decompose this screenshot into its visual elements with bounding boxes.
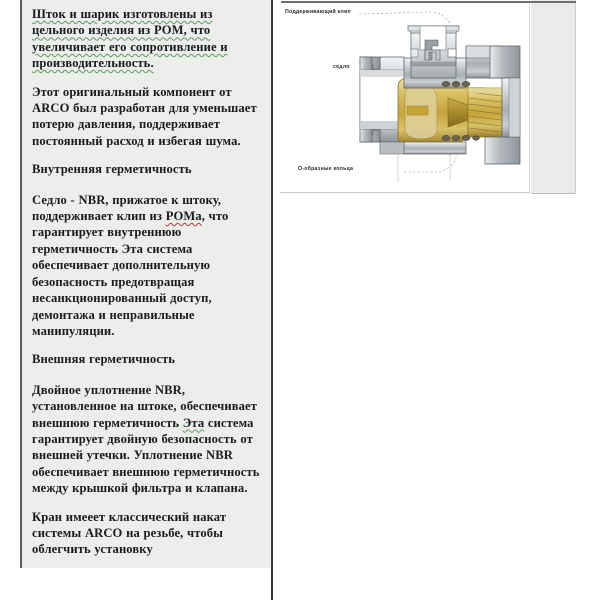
valve-cross-section-illustration	[280, 2, 530, 193]
spellcheck-word: POMа	[165, 209, 202, 224]
paragraph-7	[32, 509, 262, 558]
paragraph-4	[32, 192, 262, 340]
paragraph-6	[32, 382, 262, 497]
paragraph-4-text: Седло - NBR, прижатое к штоку, поддерживает клип из POMа, что гарантирует внутреннюю герметичность Эта система обеспечивает дополнительную безопасность предотвращая несанкционированный доступ, демонтажа и неправильные манипуляции.	[32, 192, 229, 338]
diagram-side-block	[531, 0, 576, 194]
column-divider	[271, 0, 273, 600]
oring-groove-right	[448, 49, 456, 57]
oring-groove-left	[411, 49, 418, 57]
paragraph-2-text: Этот оригинальный компонент от ARCO был разработан для уменьшает потерю давления, поддерживает постоянный расход и избегая шума.	[32, 84, 257, 148]
text-column	[20, 0, 272, 568]
spellcheck-word: Эта	[182, 415, 205, 430]
stem-cap-assembly	[404, 26, 466, 88]
heading-internal-tightness-text: Внутренняя герметичность	[32, 162, 192, 177]
heading-external-tightness	[32, 351, 262, 367]
paragraph-6-text: Двойное уплотнение NBR, установленное на штоке, обеспечивает внешнюю герметичность Эта система гарантирует двойную безопасность от внешней утечки. Уплотнение NBR обеспечивает внешнюю герметичность между крышкой фильтра и клапана.	[32, 382, 260, 496]
paragraph-1-text: Шток и шарик изготовлены из цельного изделия из POM, что увеличивает его сопротивление и производительность.	[32, 7, 228, 71]
callout-label-supporting-clip: Поддерживающий клип	[285, 9, 351, 15]
paragraph-2	[32, 84, 262, 150]
paragraph-7-text: Кран имееет классический накат системы ARCO на резьбе, чтобы облегчить установку	[32, 509, 227, 557]
callout-label-seat: седло	[333, 64, 350, 70]
valve-body-steel	[360, 57, 404, 142]
heading-external-tightness-text: Внешняя герметичность	[32, 352, 176, 367]
lower-steel-skirt	[380, 142, 466, 154]
callout-label-o-rings: О-образные кольца	[298, 166, 354, 172]
paragraph-1	[32, 6, 262, 72]
heading-internal-tightness	[32, 161, 262, 177]
